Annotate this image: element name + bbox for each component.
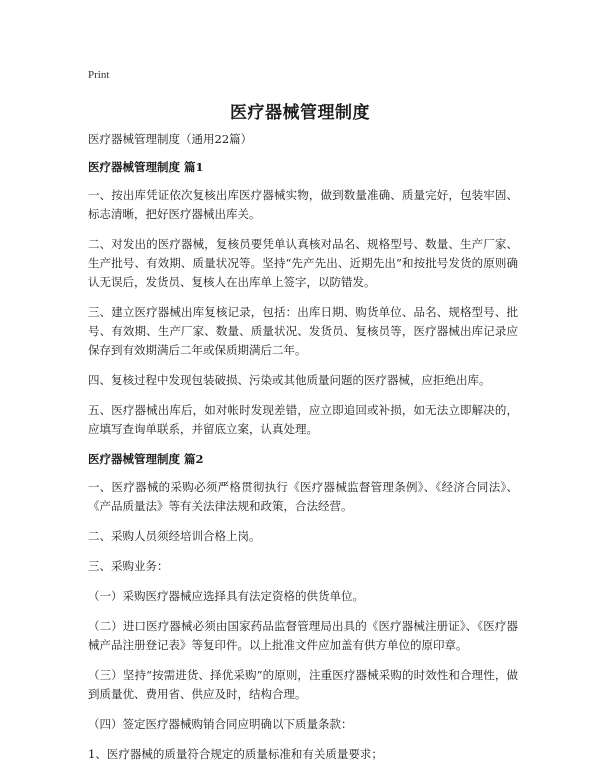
paragraph: 二、采购人员须经培训合格上岗。 [88,529,261,543]
paragraph: 1、医疗器械的质量符合规定的质量标准和有关质量要求； [88,747,383,761]
paragraph: （三）坚持“按需进货、择优采购”的原则，注重医疗器械采购的时效性和合理性，做到质量优、费用省、供应及时，结构合理。 [88,668,518,701]
paragraph: （四）签定医疗器械购销合同应明确以下质量条款： [88,717,353,731]
paragraph: 一、按出库凭证依次复核出库医疗器械实物，做到数量准确、质量完好，包装牢固、标志清晰，把好医疗器械出库关。 [88,188,518,221]
document-body [88,130,518,775]
section-heading-2: 医疗器械管理制度 篇2 [88,452,204,466]
paragraph: （二）进口医疗器械必须由国家药品监督管理局出具的《医疗器械注册证》、《医疗器械产品注册登记表》等复印件。以上批准文件应加盖有供方单位的原印章。 [88,619,518,652]
paragraph: 五、医疗器械出库后，如对帐时发现差错，应立即追回或补损，如无法立即解决的，应填写查询单联系，并留底立案，认真处理。 [88,403,518,436]
section-heading-1: 医疗器械管理制度 篇1 [88,160,204,174]
paragraph: 四、复核过程中发现包装破损、污染或其他质量问题的医疗器械，应拒绝出库。 [88,373,491,387]
print-link[interactable]: Print [88,69,110,81]
paragraph: 三、建立医疗器械出库复核记录，包括：出库日期、购货单位、品名、规格型号、批号、有效期、生产厂家、数量、质量状况、发货员、复核员等，医疗器械出库记录应保存到有效期满后二年或保质期满后二年。 [88,305,518,357]
paragraph: （一）采购医疗器械应选择具有法定资格的供货单位。 [88,589,364,603]
page-title: 医疗器械管理制度 [230,103,370,123]
document-subtitle: 医疗器械管理制度（通用22篇） [88,132,253,146]
paragraph: 一、医疗器械的采购必须严格贯彻执行《医疗器械监督管理条例》、《经济合同法》、《产品质量法》等有关法律法规和政策，合法经营。 [88,480,518,513]
paragraph: 二、对发出的医疗器械，复核员要凭单认真核对品名、规格型号、数量、生产厂家、生产批号、有效期、质量状况等。坚持“先产先出、近期先出”和按批号发货的原则确认无误后，发货员、复核人在出库单上签字，以防错发。 [88,237,518,289]
paragraph: 三、采购业务： [88,559,169,573]
